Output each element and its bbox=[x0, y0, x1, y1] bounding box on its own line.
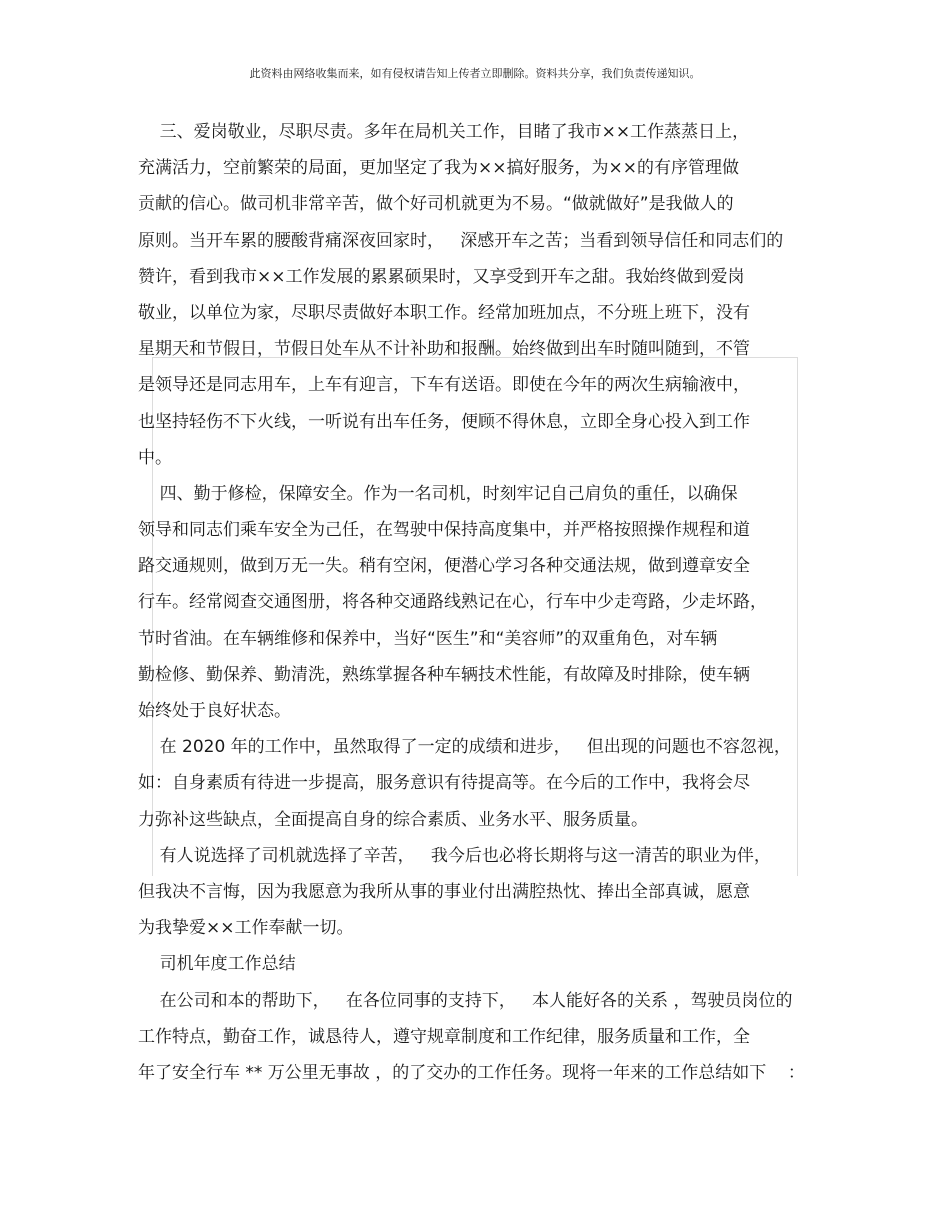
text-line: 行车。经常阅查交通图册，将各种交通路线熟记在心，行车中少走弯路，少走坏路， bbox=[138, 592, 767, 613]
text-line: 工作特点，勤奋工作，诚恳待人，遵守规章制度和工作纪律，服务质量和工作，全 bbox=[138, 1026, 750, 1047]
text-line: 贡献的信心。做司机非常辛苦，做个好司机就更为不易。“做就做好”是我做人的 bbox=[138, 194, 734, 215]
text-line: 是领导还是同志用车，上车有迎言，下车有送语。即使在今年的两次生病输液中， bbox=[138, 375, 750, 396]
text-line: 有人说选择了司机就选择了辛苦， 我今后也必将长期将与这一清苦的职业为伴， bbox=[138, 845, 771, 866]
text-line: 四、勤于修检，保障安全。作为一名司机，时刻牢记自己肩负的重任，以确保 bbox=[138, 483, 738, 504]
text-line: 年了安全行车 ** 万公里无事故 ，的了交办的工作任务。现将一年来的工作总结如下 ： bbox=[138, 1062, 805, 1083]
document-body bbox=[138, 114, 810, 1091]
text-line: 但我决不言悔，因为我愿意为我所从事的事业付出满腔热忱、捧出全部真诚，愿意 bbox=[138, 881, 750, 902]
text-line: 中。 bbox=[138, 447, 172, 468]
text-line: 在公司和本的帮助下， 在各位同事的支持下， 本人能好各的关系 ，驾驶员岗位的 bbox=[138, 990, 793, 1011]
text-line: 为我挚爱××工作奉献一切。 bbox=[138, 918, 354, 939]
text-line: 三、爱岗敬业，尽职尽责。多年在局机关工作，目睹了我市××工作蒸蒸日上， bbox=[138, 122, 750, 142]
text-line: 星期天和节假日，节假日处车从不计补助和报酬。始终做到出车时随叫随到，不管 bbox=[138, 339, 750, 360]
text-line: 敬业，以单位为家，尽职尽责做好本职工作。经常加班加点，不分班上班下，没有 bbox=[138, 302, 750, 323]
text-line: 充满活力，空前繁荣的局面，更加坚定了我为××搞好服务，为××的有序管理做 bbox=[138, 158, 739, 179]
text-line: 路交通规则，做到万无一失。稍有空闲，便潜心学习各种交通法规，做到遵章安全 bbox=[138, 556, 750, 577]
text-line: 始终处于良好状态。 bbox=[138, 701, 291, 721]
text-line: 力弥补这些缺点，全面提高自身的综合素质、业务水平、服务质量。 bbox=[138, 809, 648, 830]
text-line: 领导和同志们乘车安全为己任，在驾驶中保持高度集中，并严格按照操作规程和道 bbox=[138, 520, 750, 541]
section-heading: 司机年度工作总结 bbox=[138, 954, 296, 975]
page-header-notice: 此资料由网络收集而来，如有侵权请告知上传者立即删除。资料共分享，我们负责传递知识。 bbox=[249, 67, 701, 80]
text-line: 原则。当开车累的腰酸背痛深夜回家时， 深感开车之苦；当看到领导信任和同志们的 bbox=[138, 230, 784, 251]
text-line: 在 2020 年的工作中，虽然取得了一定的成绩和进步， 但出现的问题也不容忽视， bbox=[138, 737, 791, 758]
text-line: 勤检修、勤保养、勤清洗，熟练掌握各种车辆技术性能，有故障及时排除，使车辆 bbox=[138, 664, 750, 685]
text-line: 如：自身素质有待进一步提高，服务意识有待提高等。在今后的工作中，我将会尽 bbox=[138, 773, 750, 794]
text-line: 也坚持轻伤不下火线，一听说有出车任务，便顾不得休息，立即全身心投入到工作 bbox=[138, 411, 750, 432]
text-line: 节时省油。在车辆维修和保养中，当好“医生”和“美容师”的双重角色，对车辆 bbox=[138, 628, 718, 649]
text-line: 赞许，看到我市××工作发展的累累硕果时，又享受到开车之甜。我始终做到爱岗 bbox=[138, 266, 745, 287]
